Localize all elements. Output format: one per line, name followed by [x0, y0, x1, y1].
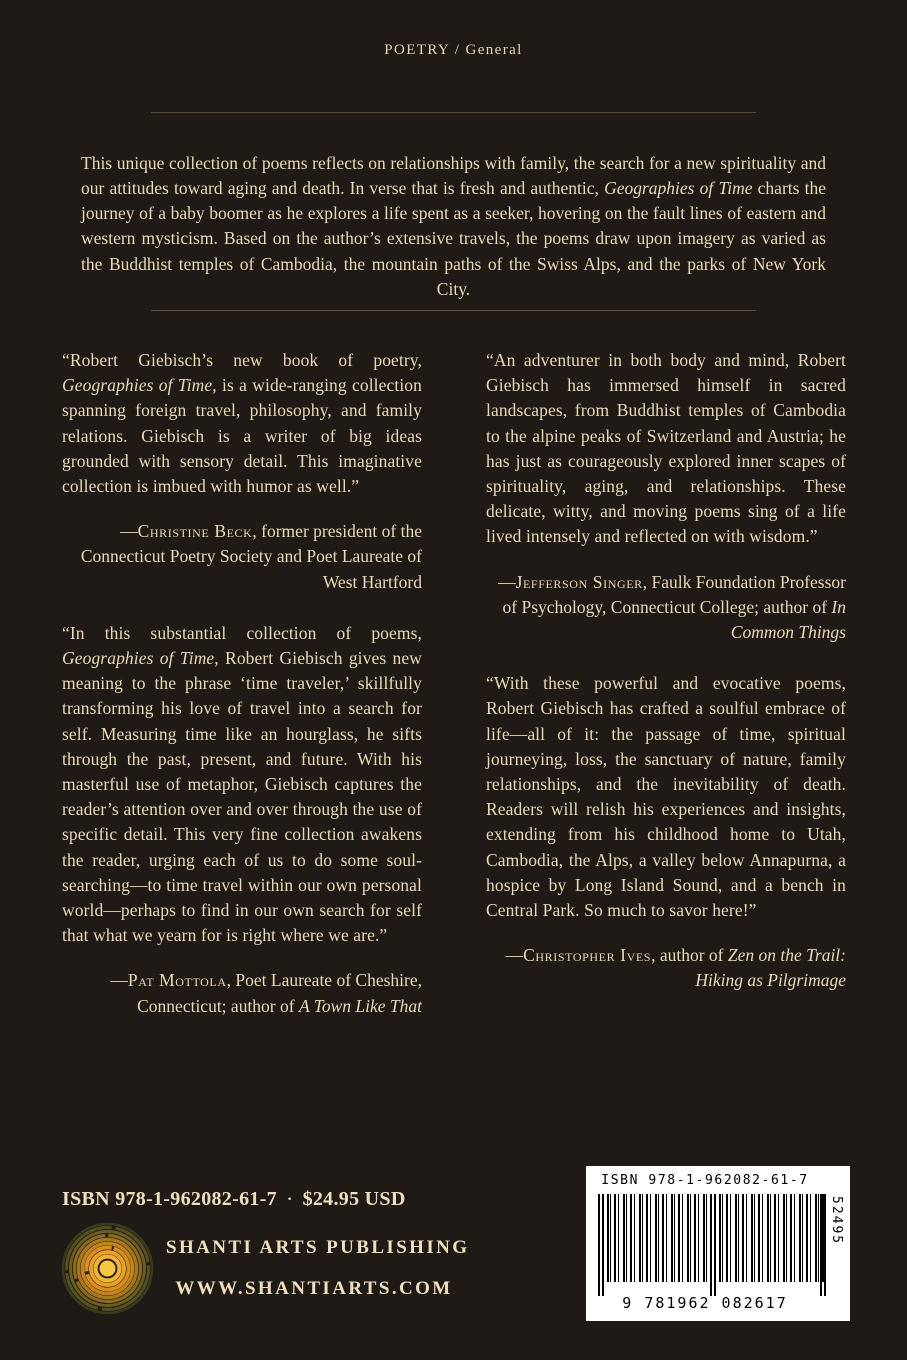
isbn-price-line — [62, 1188, 406, 1211]
blurb-attribution: —Christine Beck, former president of the Connecticut Poetry Society and Poet Laureate of West Hartford — [80, 521, 422, 592]
divider-top — [151, 112, 756, 113]
divider-bottom — [151, 310, 756, 311]
book-description: This unique collection of poems reflects on relationships with family, the search for a new spirituality and our attitudes toward aging and death. In verse that is fresh and authentic, Geographies of Time charts the journey of a baby boomer as he explores a life spent as a seeker, hovering on the fault lines of eastern and western mysticism. Based on the author’s extensive travels, the poems draw upon imagery as varied as the Buddhist temples of Cambodia, the mountain paths of the Swiss Alps, and the parks of New York City. — [81, 152, 826, 299]
blurb-quote: “In this substantial collection of poems, Geographies of Time, Robert Giebisch gives new meaning to the phrase ‘time traveler,’ skillfully transforming his love of travel into a search for self. Measuring time like an hourglass, he sifts through the past, present, and future. With his masterful use of metaphor, Giebisch captures the reader’s attention over and over through the use of specific detail. This very fine collection awakens the reader, urging each of us to do some soul-searching—to time travel within our own personal world—perhaps to find in our own search for self that what we yearn for is right where we are.” — [62, 622, 422, 946]
publisher-website: WWW.SHANTIARTS.COM — [175, 1278, 453, 1299]
price-text: $24.95 USD — [302, 1188, 406, 1210]
barcode-addon-code: 52495 — [829, 1196, 844, 1246]
blurb-attribution: —Christopher Ives, author of Zen on the Trail: Hiking as Pilgrimage — [505, 945, 846, 991]
barcode-bars — [598, 1194, 824, 1298]
blurb-attribution: —Pat Mottola, Poet Laureate of Cheshire, Connecticut; author of A Town Like That — [110, 970, 422, 1016]
spiral-logo-icon — [59, 1220, 156, 1317]
blurb-quote: “An adventurer in both body and mind, Robert Giebisch has immersed himself in sacred landscapes, from Buddhist temples of Cambodia to the alpine peaks of Switzerland and Austria; he has just as courageously explored inner scapes of spirituality, aging, and relationships. These delicate, witty, and moving poems sing of a life lived intensely and reflected on with wisdom.” — [486, 350, 846, 547]
blurb-attribution: —Jefferson Singer, Faulk Foundation Professor of Psychology, Connecticut College; author of In Common Things — [498, 571, 846, 643]
publisher-block — [166, 1236, 470, 1301]
blurb-column-right — [486, 348, 846, 1020]
publisher-name: SHANTI ARTS PUBLISHING — [166, 1237, 470, 1258]
category-label: POETRY / General — [384, 42, 523, 58]
blurb-column-left — [62, 348, 422, 1045]
barcode — [586, 1166, 850, 1321]
publisher-logo — [59, 1220, 156, 1317]
separator-dot: · — [286, 1191, 293, 1208]
blurb-quote: “With these powerful and evocative poems, Robert Giebisch has crafted a soulful embrace of life—all of it: the passage of time, spiritual journeying, loss, the sanctuary of nature, family relationships, and the inevitability of death. Readers will relish his experiences and insights, extending from his childhood home to Utah, Cambodia, the Alps, a valley below Annapurna, a hospice by Long Island Sound, and a bench in Central Park. So much to savor here!” — [486, 673, 846, 921]
isbn-text: ISBN 978-1-962082-61-7 — [62, 1188, 277, 1210]
blurb-quote: “Robert Giebisch’s new book of poetry, Geographies of Time, is a wide-ranging collection spanning foreign travel, philosophy, and family relations. Giebisch is a writer of big ideas grounded with sensory detail. This imaginative collection is imbued with humor as well.” — [62, 350, 422, 497]
barcode-number: 9 781962 082617 — [622, 1294, 788, 1312]
barcode-isbn-label: ISBN 978-1-962082-61-7 — [601, 1173, 809, 1188]
